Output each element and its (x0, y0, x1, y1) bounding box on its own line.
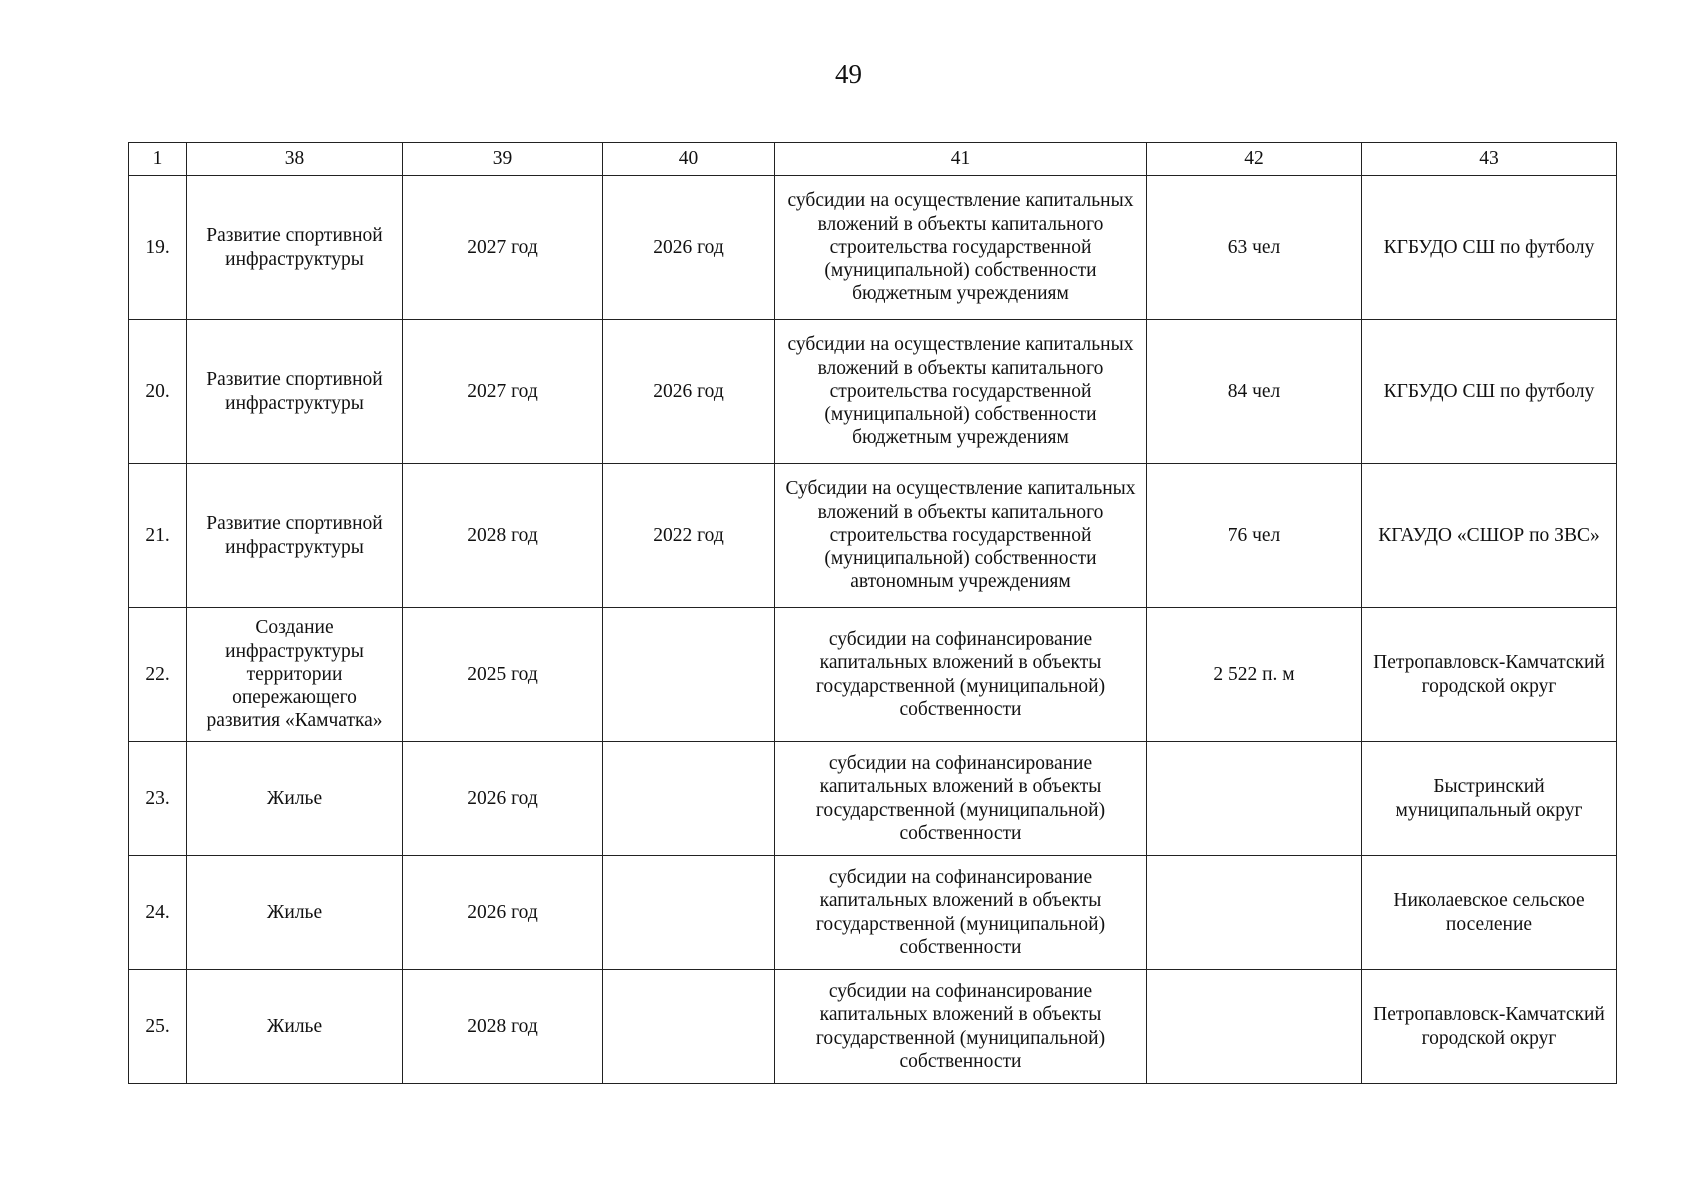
subsidy-type-cell: субсидии на софинансирование капитальных вложений в объекты государственной (муниципальной) собственности (775, 970, 1147, 1084)
recipient-cell: Быстринский муниципальный округ (1362, 742, 1617, 856)
recipient-cell: КГБУДО СШ по футболу (1362, 176, 1617, 320)
capacity-cell (1147, 856, 1362, 970)
capacity-cell (1147, 742, 1362, 856)
year-cell: 2027 год (403, 176, 603, 320)
table-row (129, 320, 1617, 464)
recipient-cell: Николаевское сельское поселение (1362, 856, 1617, 970)
row-number: 25. (129, 970, 187, 1084)
year-cell: 2026 год (603, 176, 775, 320)
table-row (129, 176, 1617, 320)
recipient-cell: Петропавловск-Камчатский городской округ (1362, 608, 1617, 742)
year-cell (603, 970, 775, 1084)
column-header: 38 (187, 143, 403, 176)
year-cell: 2022 год (603, 464, 775, 608)
column-header: 43 (1362, 143, 1617, 176)
page-number: 49 (835, 59, 862, 89)
row-number: 19. (129, 176, 187, 320)
column-header: 39 (403, 143, 603, 176)
capacity-cell: 63 чел (1147, 176, 1362, 320)
year-cell (603, 742, 775, 856)
capacity-cell: 84 чел (1147, 320, 1362, 464)
subsidy-type-cell: субсидии на осуществление капитальных вложений в объекты капитального строительства государственной (муниципальной) собственности бюджетным учреждениям (775, 320, 1147, 464)
year-cell: 2026 год (603, 320, 775, 464)
row-number: 21. (129, 464, 187, 608)
table-row (129, 608, 1617, 742)
year-cell: 2026 год (403, 856, 603, 970)
year-cell: 2026 год (403, 742, 603, 856)
recipient-cell: Петропавловск-Камчатский городской округ (1362, 970, 1617, 1084)
table-row (129, 970, 1617, 1084)
year-cell: 2025 год (403, 608, 603, 742)
row-number: 24. (129, 856, 187, 970)
recipient-cell: КГБУДО СШ по футболу (1362, 320, 1617, 464)
table-row (129, 464, 1617, 608)
row-number: 22. (129, 608, 187, 742)
year-cell (603, 856, 775, 970)
year-cell: 2028 год (403, 970, 603, 1084)
column-header: 41 (775, 143, 1147, 176)
column-header: 1 (129, 143, 187, 176)
column-header: 42 (1147, 143, 1362, 176)
object-name-cell: Развитие спортивной инфраструктуры (187, 176, 403, 320)
subsidy-type-cell: субсидии на осуществление капитальных вложений в объекты капитального строительства государственной (муниципальной) собственности бюджетным учреждениям (775, 176, 1147, 320)
subsidy-type-cell: субсидии на софинансирование капитальных вложений в объекты государственной (муниципальной) собственности (775, 608, 1147, 742)
table-row (129, 742, 1617, 856)
table-row (129, 856, 1617, 970)
capacity-cell (1147, 970, 1362, 1084)
column-number-row (129, 143, 1617, 176)
year-cell (603, 608, 775, 742)
year-cell: 2027 год (403, 320, 603, 464)
object-name-cell: Жилье (187, 970, 403, 1084)
row-number: 20. (129, 320, 187, 464)
object-name-cell: Создание инфраструктуры территории опережающего развития «Камчатка» (187, 608, 403, 742)
capacity-cell: 2 522 п. м (1147, 608, 1362, 742)
recipient-cell: КГАУДО «СШОР по ЗВС» (1362, 464, 1617, 608)
object-name-cell: Жилье (187, 742, 403, 856)
investment-table (128, 142, 1617, 1084)
object-name-cell: Жилье (187, 856, 403, 970)
subsidy-type-cell: Субсидии на осуществление капитальных вложений в объекты капитального строительства государственной (муниципальной) собственности автономным учреждениям (775, 464, 1147, 608)
capacity-cell: 76 чел (1147, 464, 1362, 608)
column-header: 40 (603, 143, 775, 176)
subsidy-type-cell: субсидии на софинансирование капитальных вложений в объекты государственной (муниципальной) собственности (775, 856, 1147, 970)
year-cell: 2028 год (403, 464, 603, 608)
object-name-cell: Развитие спортивной инфраструктуры (187, 320, 403, 464)
row-number: 23. (129, 742, 187, 856)
subsidy-type-cell: субсидии на софинансирование капитальных вложений в объекты государственной (муниципальной) собственности (775, 742, 1147, 856)
object-name-cell: Развитие спортивной инфраструктуры (187, 464, 403, 608)
